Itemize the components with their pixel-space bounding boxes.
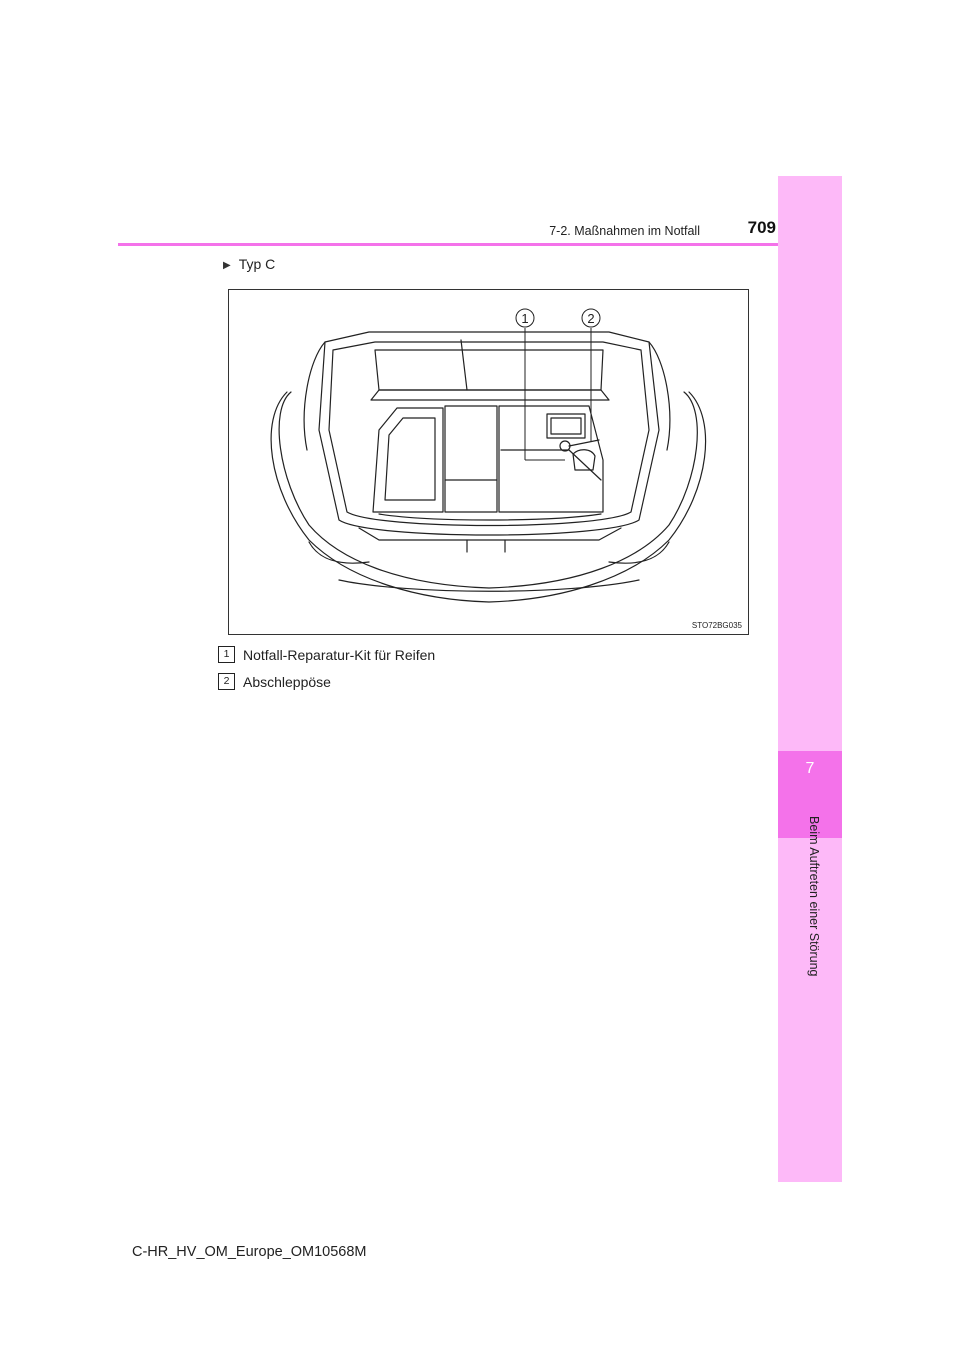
triangle-bullet-icon: ▶ [223,260,231,271]
trunk-illustration [228,289,749,635]
callout-2 [582,309,600,327]
legend-item [218,673,331,690]
legend-text: Notfall-Reparatur-Kit für Reifen [243,646,436,663]
document-id: C-HR_HV_OM_Europe_OM10568M [132,1244,367,1260]
callout-2-label: 2 [587,311,595,326]
legend-item [218,646,435,663]
legend-number: 1 [218,646,235,663]
trunk-drawing [229,290,748,634]
chapter-side-tab [778,176,842,1182]
chapter-title: Beim Auftreten einer Störung [807,816,821,977]
figure-code: STO72BG035 [691,621,742,630]
chapter-number: 7 [805,760,815,777]
page-number: 709 [747,218,776,237]
callout-1 [516,309,534,327]
legend-text: Abschleppöse [243,673,331,690]
callout-1-label: 1 [521,311,529,326]
legend-number: 2 [218,673,235,690]
type-heading [223,256,275,272]
section-title: 7-2. Maßnahmen im Notfall [549,224,700,238]
type-heading-label: Typ C [238,256,276,272]
header-divider [118,243,778,246]
